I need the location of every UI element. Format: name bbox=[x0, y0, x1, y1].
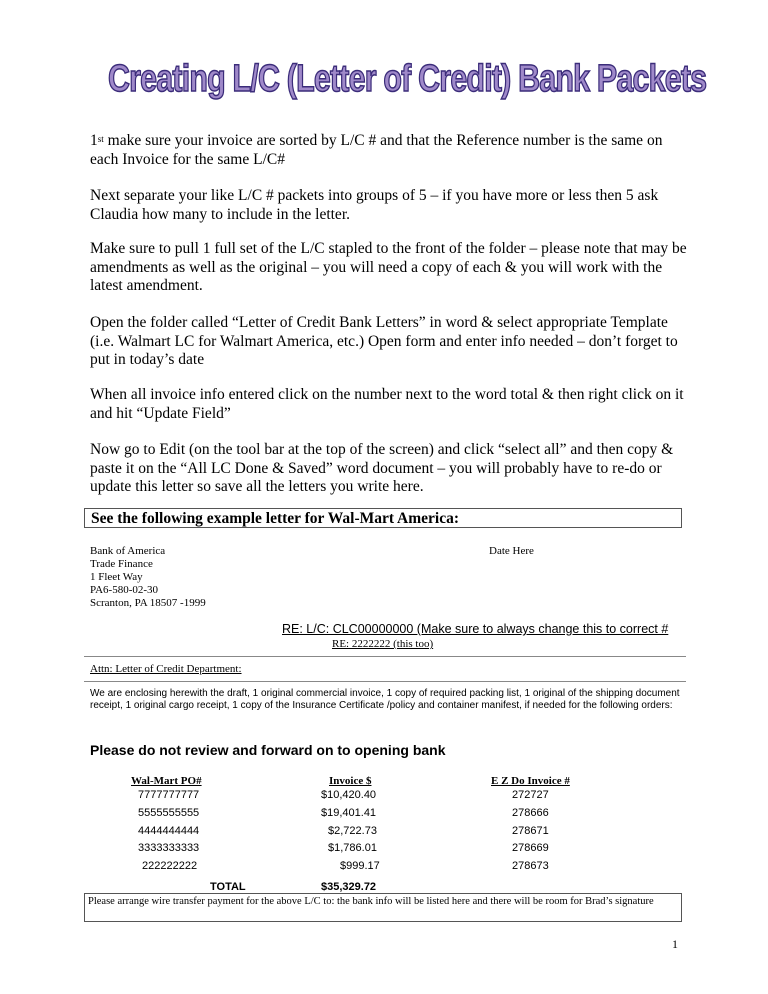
po-cell: 5555555555 bbox=[138, 807, 200, 819]
column-header-po: Wal-Mart PO# bbox=[131, 775, 202, 787]
address-line: Bank of America bbox=[90, 545, 166, 557]
address-line: 1 Fleet Way bbox=[90, 571, 143, 583]
column-header-ez-invoice: E Z Do Invoice # bbox=[491, 775, 570, 787]
address-line: Scranton, PA 18507 -1999 bbox=[90, 597, 206, 609]
amount-cell: $2,722.73 bbox=[328, 825, 377, 837]
amount-cell: $999.17 bbox=[340, 860, 380, 872]
intro-paragraph-6: Now go to Edit (on the tool bar at the top of the screen) and click “select all” and then copy & paste it on the “All LC Done & Saved” word document – you will probably have to re-do or update this letter so save all the letters you write here. bbox=[90, 441, 674, 495]
intro-paragraph-1: 1st make sure your invoice are sorted by L/C # and that the Reference number is the same on each Invoice for the same L/C# bbox=[90, 132, 663, 168]
example-heading: See the following example letter for Wal-Mart America: bbox=[84, 508, 682, 528]
re-ref-line: RE: 2222222 (this too) bbox=[332, 638, 434, 650]
warning-text: Please do not review and forward on to opening bank bbox=[90, 742, 446, 758]
letter-date: Date Here bbox=[489, 545, 534, 557]
amount-cell: $10,420.40 bbox=[321, 789, 377, 801]
column-header-invoice-amount: Invoice $ bbox=[329, 775, 372, 787]
letter-body: We are enclosing herewith the draft, 1 original commercial invoice, 1 copy of required packing list, 1 original of the shipping document receipt, 1 original cargo receipt, 1 copy of the Insurance Certificate /policy and container manifest, if needed for the following orders: bbox=[90, 688, 680, 711]
invoice-cell: 278673 bbox=[512, 860, 549, 872]
total-value: $35,329.72 bbox=[321, 881, 377, 893]
invoice-cell: 278671 bbox=[512, 825, 549, 837]
intro-paragraph-2: Next separate your like L/C # packets into groups of 5 – if you have more or less then 5 ask Claudia how many to include in the letter. bbox=[90, 187, 659, 223]
bank-address bbox=[90, 545, 206, 610]
attn-line: Attn: Letter of Credit Department: bbox=[90, 663, 242, 675]
intro-paragraph-4: Open the folder called “Letter of Credit Bank Letters” in word & select appropriate Template (i.e. Walmart LC for Walmart America, etc.) Open form and enter info needed – don’t forget to put in today’s date bbox=[90, 314, 678, 368]
po-cell: 4444444444 bbox=[138, 825, 200, 837]
divider bbox=[84, 656, 686, 657]
page-title: Creating L/C (Letter of Credit) Bank Packets bbox=[108, 58, 707, 100]
po-cell: 3333333333 bbox=[138, 842, 200, 854]
amount-cell: $19,401.41 bbox=[321, 807, 377, 819]
invoice-cell: 272727 bbox=[512, 789, 549, 801]
total-label: TOTAL bbox=[210, 881, 246, 893]
address-line: PA6-580-02-30 bbox=[90, 584, 159, 596]
divider bbox=[84, 681, 686, 682]
invoice-cell: 278669 bbox=[512, 842, 549, 854]
intro-paragraph-5: When all invoice info entered click on the number next to the word total & then right click on it and hit “Update Field” bbox=[90, 386, 684, 422]
amount-cell: $1,786.01 bbox=[328, 842, 377, 854]
po-cell: 7777777777 bbox=[138, 789, 200, 801]
invoice-cell: 278666 bbox=[512, 807, 549, 819]
po-cell: 222222222 bbox=[142, 860, 198, 872]
footer-note: Please arrange wire transfer payment for the above L/C to: the bank info will be listed here and there will be room for Brad’s signature bbox=[84, 893, 682, 922]
address-line: Trade Finance bbox=[90, 558, 153, 570]
re-lc-line: RE: L/C: CLC00000000 (Make sure to always change this to correct # bbox=[282, 622, 669, 636]
page-number: 1 bbox=[672, 937, 678, 951]
intro-paragraph-3: Make sure to pull 1 full set of the L/C stapled to the front of the folder – please note that may be amendments as well as the original – you will need a copy of each & you will work with the latest amendment. bbox=[90, 240, 687, 294]
